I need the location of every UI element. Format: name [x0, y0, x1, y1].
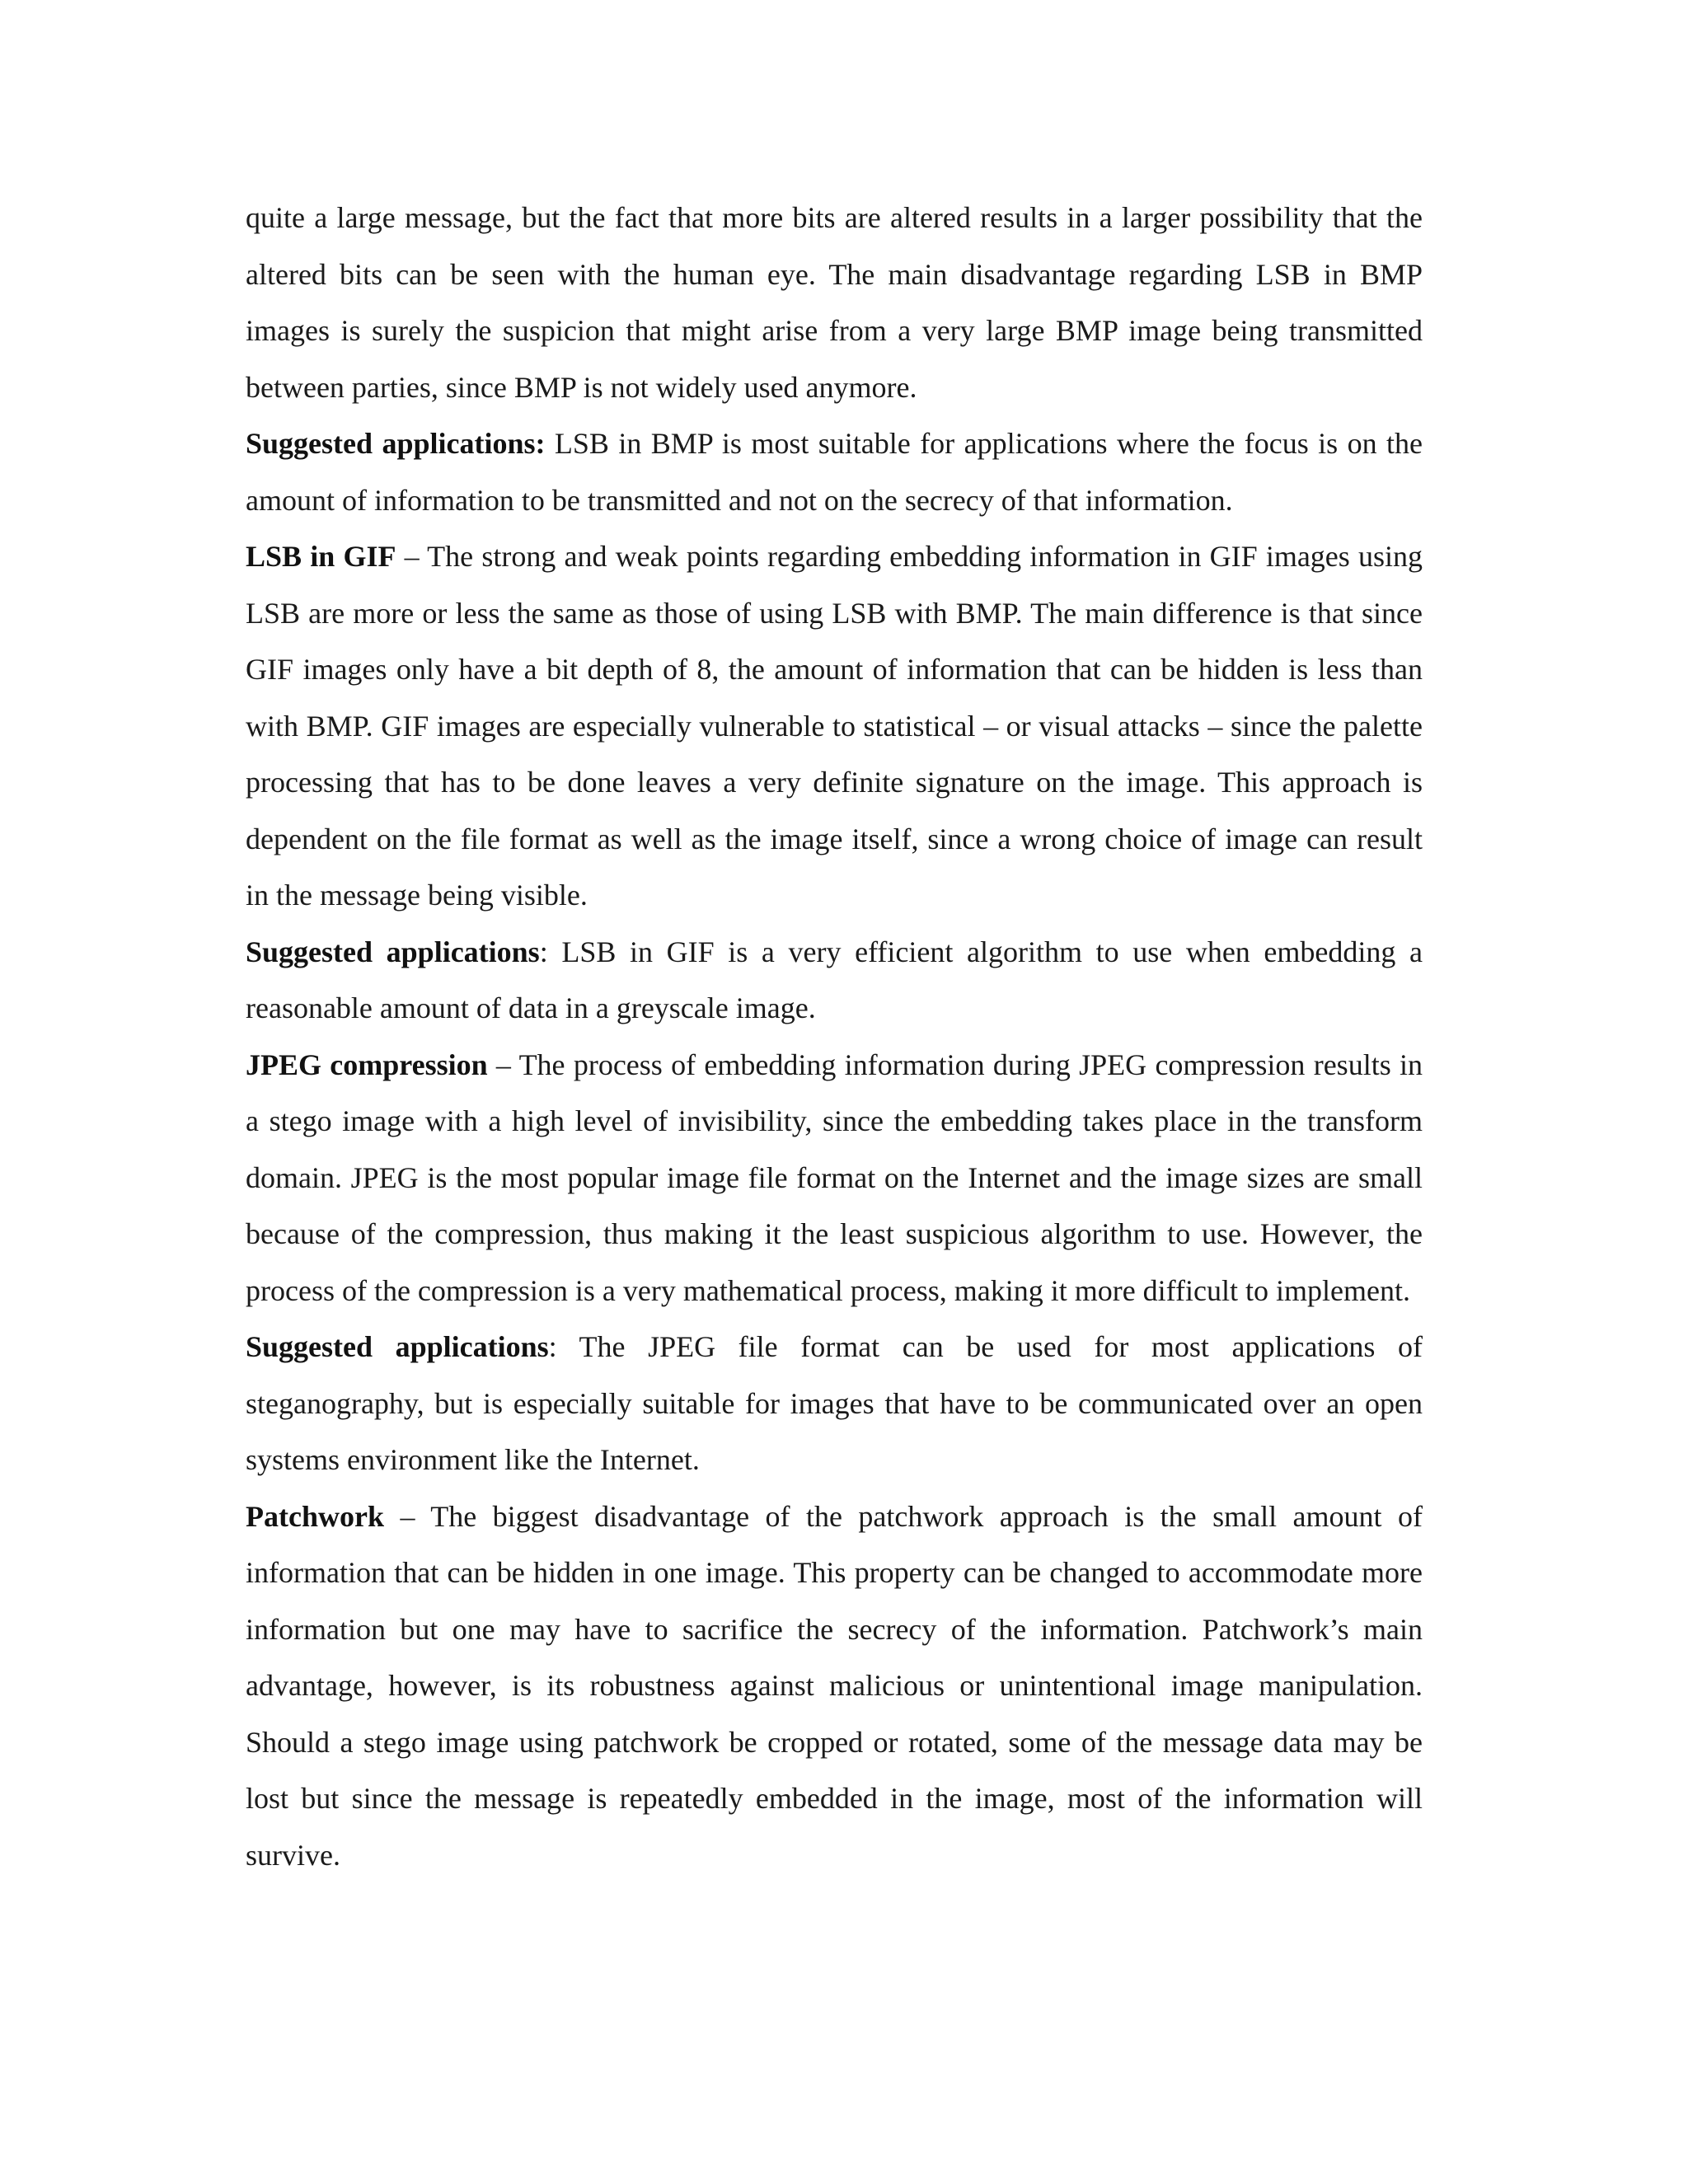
paragraph-text: quite a large message, but the fact that more bits are altered results in a larger possibility that the altered bits can be seen with the human eye. The main disadvantage regarding LSB in BMP images is surely the suspicion that might arise from a very large BMP image being transmitted between parties, since BMP is not widely used anymore.	[246, 201, 1423, 404]
paragraph-text: – The biggest disadvantage of the patchwork approach is the small amount of information that can be hidden in one image. This property can be changed to accommodate more information but one may have to sacrifice the secrecy of the information. Patchwork’s main advantage, however, is its robustness against malicious or unintentional image manipulation. Should a stego image using patchwork be cropped or rotated, some of the message data may be lost but since the message is repeatedly embedded in the image, most of the information will survive.	[246, 1499, 1423, 1872]
paragraph-term: JPEG compression	[246, 1047, 488, 1081]
paragraph-suggested-applications-jpeg	[246, 1319, 1423, 1488]
paragraph-lsb-bmp-continued	[246, 190, 1423, 415]
paragraph-term: Suggested applications	[246, 1330, 549, 1363]
paragraph-text: LSB in BMP is most suitable for applications where the focus is on the amount of information to be transmitted and not on the secrecy of that information.	[246, 427, 1423, 517]
paragraph-jpeg-compression	[246, 1037, 1423, 1319]
paragraph-text: – The process of embedding information during JPEG compression results in a stego image with a high level of invisibility, since the embedding takes place in the transform domain. JPEG is the most popular image file format on the Internet and the image sizes are small because of the compression, thus making it the least suspicious algorithm to use. However, the process of the compression is a very mathematical process, making it more difficult to implement.	[246, 1047, 1423, 1307]
document-body	[246, 190, 1423, 1883]
paragraph-suggested-applications-bmp	[246, 415, 1423, 528]
paragraph-text: – The strong and weak points regarding embedding information in GIF images using LSB are more or less the same as those of using LSB with BMP. The main difference is that since GIF images only have a bit depth of 8, the amount of information that can be hidden is less than with BMP. GIF images are especially vulnerable to statistical – or visual attacks – since the palette processing that has to be done leaves a very definite signature on the image. This approach is dependent on the file format as well as the image itself, since a wrong choice of image can result in the message being visible.	[246, 540, 1423, 912]
paragraph-lsb-in-gif	[246, 528, 1423, 924]
paragraph-suggested-applications-gif	[246, 924, 1423, 1037]
paragraph-term: Suggested applications	[246, 935, 540, 968]
paragraph-term: Suggested applications:	[246, 427, 546, 460]
paragraph-term: Patchwork	[246, 1499, 384, 1533]
paragraph-term: LSB in GIF	[246, 540, 396, 573]
paragraph-patchwork	[246, 1488, 1423, 1884]
paragraph-text: : LSB in GIF is a very efficient algorithm to use when embedding a reasonable amount of data in a greyscale image.	[246, 935, 1423, 1024]
paragraph-text: : The JPEG file format can be used for most applications of steganography, but is especially suitable for images that have to be communicated over an open systems environment like the Internet.	[246, 1330, 1423, 1476]
